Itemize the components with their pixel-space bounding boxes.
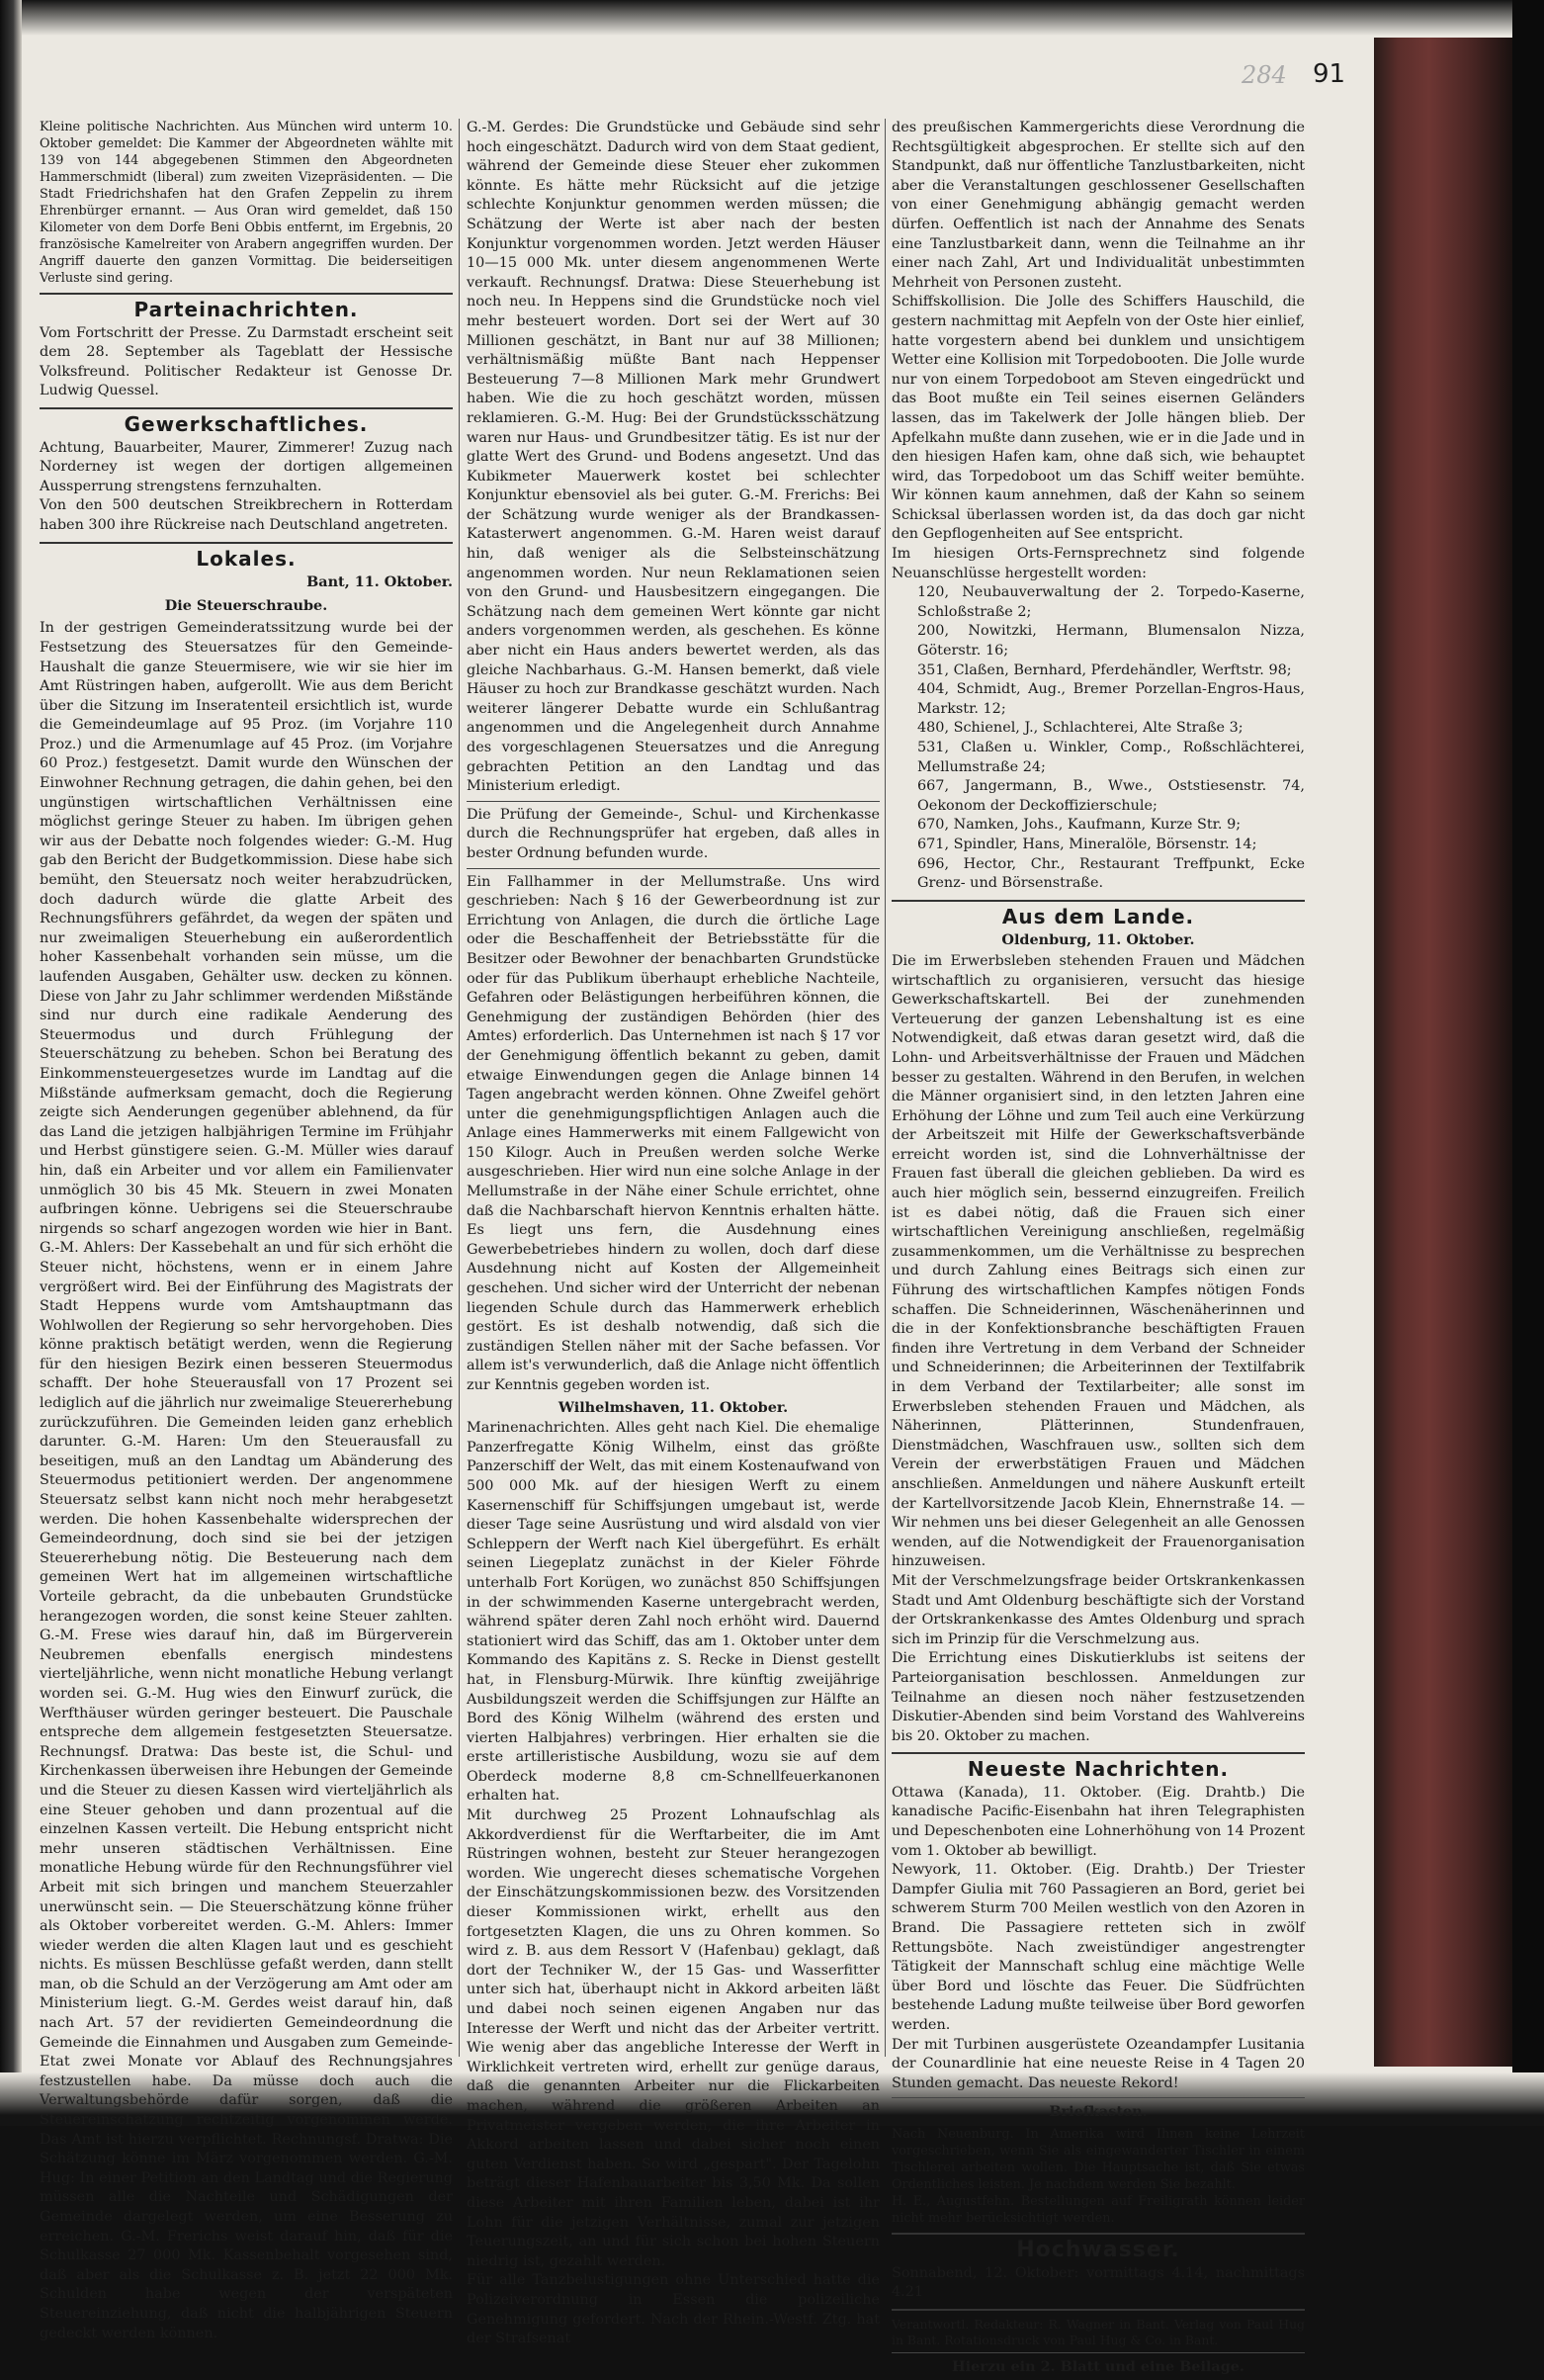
divider xyxy=(892,2352,1305,2353)
high-water-times: Sonnabend, 12. Oktober: vormittags 4.14, nachmittags 4.21 xyxy=(892,2264,1305,2301)
health-insurance-merger: Mit der Verschmelzungsfrage beider Ortskrankenkassen Stadt und Amt Oldenburg beschäftigte sich der Vorstand der Ortskrankenkasse des Amtes Oldenburg und sprach sich im Prinzip für die Verschmelzung aus. xyxy=(892,1572,1305,1647)
column-1 xyxy=(40,119,453,2343)
divider xyxy=(467,801,880,802)
local-heading: Lokales. xyxy=(196,546,297,571)
divider xyxy=(40,542,453,544)
divider xyxy=(40,407,453,409)
scan-left-edge xyxy=(0,0,22,2126)
party-news-text: Vom Fortschritt der Presse. Zu Darmstadt erscheint seit dem 28. September als Tageblatt der Hessische Volksfreund. Politischer Redakteur ist Genosse Dr. Ludwig Quessel. xyxy=(40,324,453,399)
list-item: 667, Jangermann, B., Wwe., Oststiesenstr. 74, Oekonom der Deckoffizierschule; xyxy=(917,778,1305,814)
divider xyxy=(892,2309,1305,2311)
letterbox-heading: Briefkasten. xyxy=(1049,2103,1148,2121)
news-lusitania: Der mit Turbinen ausgerüstete Ozeandampfer Lusitania der Counardlinie hat eine neueste Reise in 4 Tagen 20 Stunden gemacht. Das neueste Rekord! xyxy=(892,2036,1305,2091)
wage-surcharge-article: Mit durchweg 25 Prozent Lohnaufschlag als Akkordverdienst für die Werftarbeiter, die im Amt Rüstringen wohnen, besteht zur Steuer herangezogen worden. Wie ungerecht dieses schematische Vorgehen der Einschätzungskommissionen bezw. des Vorsitzenden dieser Kommissionen wirkt, erhellt aus den fortgesetzten Klagen, die uns zu Ohren kommen. So wird z. B. aus dem Ressort V (Hafenbau) geklagt, daß dort der Techniker W., der 15 Gas- und Wasserfitter unter sich hat, überhaupt nicht in Akkord arbeiten läßt und dabei noch seinen eigenen Angaben nur das Interesse der Werft und nicht das der Arbeiter vertritt. Wie wenig aber das angebliche Interesse der Werft in Wirklichkeit vertreten wird, erhellt zur genüge daraus, daß die genannten Arbeiter nur die Flickarbeiten machen, während die größeren Arbeiten an Privatmeister vergeben werden, die ihre Arbeiter in Akkord arbeiten lassen und dabei sicher noch einen guten Verdienst haben. So wird „gespart". Der Tagelohn beträgt dieser Hafenbauarbeiter bis 3,50 Mk. Da sollen diese Arbeiter mit ihren Familien leben, dabei ist ihr Lohn für die jetzigen Verhältnisse, zumal zur jetzigen Teuerungszeit, an und für sich schon bei hohen Steuern niedrig ist, gezahlt werden. xyxy=(467,1807,880,2269)
list-item: 351, Claßen, Bernhard, Pferdehändler, Werftstr. 98; xyxy=(917,661,1292,678)
list-item: 696, Hector, Chr., Restaurant Treffpunkt, Ecke Grenz- und Börsenstraße. xyxy=(917,855,1305,892)
union-text-1: Achtung, Bauarbeiter, Maurer, Zimmerer! Zuzug nach Norderney ist wegen der dortigen allgemeinen Aussperrung strengstens fernzuhalten. xyxy=(40,439,453,494)
union-text-2: Von den 500 deutschen Streikbrechern in Rotterdam haben 300 ihre Rückreise nach Deutschland angetreten. xyxy=(40,497,453,533)
tax-article-heading: Die Steuerschraube. xyxy=(164,596,328,614)
column-2 xyxy=(467,119,880,2349)
page-number: 91 xyxy=(1313,59,1346,89)
local-dateline: Bant, 11. Oktober. xyxy=(306,573,453,591)
drop-hammer-article: Ein Fallhammer in der Mellumstraße. Uns wird geschrieben: Nach § 16 der Gewerbeordnung ist zur Errichtung von Anlagen, die durch die örtliche Lage oder die Beschaffenheit der Betriebsstätte für die Besitzer oder Bewohner der benachbarten Grundstücke oder für das Publikum überhaupt erhebliche Nachteile, Gefahren oder Belästigungen herbeiführen können, die Genehmigung der zuständigen Behörden (hier des Amtes) erforderlich. Das Unternehmen ist nach § 17 vor der Genehmigung öffentlich bekannt zu geben, damit etwaige Einwendungen gegen die Anlage binnen 14 Tagen angebracht werden können. Ohne Zweifel gehört unter die genehmigungspflichtigen Anlagen auch die Anlage eines Hammerwerks mit einem Fallgewicht von 150 Kilogr. Auch in Preußen werden solche Werke ausgeschrieben. Hier wird nun eine solche Anlage in der Mellumstraße in der Nähe einer Schule errichtet, ohne daß die Nachbarschaft hiervon Kenntnis erhalten hätte. Es liegt uns fern, die Ausdehnung eines Gewerbebetriebes hindern zu wollen, doch darf diese Ausdehnung nicht auf Kosten der Allgemeinheit geschehen. Und sicher wird der Unterricht der nebenan liegenden Schule durch das Hammerwerk erheblich gestört. Es ist deshalb notwendig, daß sich die zuständigen Stellen näher mit der Sache befassen. Vor allem ist's verwunderlich, daß die Anlage nicht öffentlich zur Kenntnis gegeben worden ist. xyxy=(467,873,880,1393)
latest-news-heading: Neueste Nachrichten. xyxy=(967,1757,1230,1782)
scan-right-edge xyxy=(1512,0,1544,2126)
supplement-notice: Hierzu ein 2. Blatt und eine Beilage. xyxy=(952,2357,1244,2375)
scan-top-edge xyxy=(0,0,1544,36)
wilhelmshaven-dateline: Wilhelmshaven, 11. Oktober. xyxy=(558,1398,789,1416)
letterbox-reply-2: H. E., Augustfehn. Bestellungen auf Freiligrath können leider nicht mehr berücksichtigt werden. xyxy=(892,2193,1305,2226)
tax-article-text: In der gestrigen Gemeinderatssitzung wurde bei der Festsetzung des Steuersatzes für den Gemeinde-Haushalt die ganze Steuermisere, wie wir sie hier im Amt Rüstringen haben, aufgerollt. Wie aus dem Bericht über die Sitzung im Inseratenteil ersichtlich ist, wurde die Gemeindeumlage auf 95 Proz. (im Vorjahre 110 Proz.) und die Armenumlage auf 45 Proz. (im Vorjahre 60 Proz.) festgesetzt. Damit wurde den Wünschen der Einwohner Rechnung getragen, die dahin gehen, bei den ungünstigen wirtschaftlichen Verhältnissen eine möglichst geringe Steuer zu haben. Im übrigen gehen wir aus der Debatte noch folgendes wieder: G.-M. Hug gab den Bericht der Budgetkommission. Diese habe sich bemüht, den Steuersatz noch weiter herabzudrücken, doch dadurch würde die glatte Arbeit des Rechnungsführers gefährdet, da wegen der späten und nur zweimaligen Steuerhebung ein außerordentlich hoher Kassenbehalt vorhanden sein müsse, um die laufenden Ausgaben, Gehälter usw. decken zu können. Diese von Jahr zu Jahr schlimmer werdenden Mißstände sind nur durch eine radikale Aenderung des Steuermodus und durch Frühlegung der Steuerschätzung zu beheben. Schon bei Beratung des Einkommensteuergesetzes wurde im Landtag auf die Mißstände aufmerksam gemacht, doch die Regierung zeigte sich Aenderungen gegenüber ablehnend, da für das Land die jetzigen halbjährigen Termine im Frühjahr und Herbst günstigere seien. G.-M. Müller wies darauf hin, daß ein Arbeiter und vor allem ein Familienvater unmöglich 30 bis 45 Mk. Steuern in zwei Monaten aufbringen könne. Uebrigens sei die Steuerschraube nirgends so scharf angezogen worden wie hier in Bant. G.-M. Ahlers: Der Kassebehalt an und für sich erhöht die Steuer nicht, höchstens, wenn er in einem Jahre vergrößert wird. Bei der Einführung des Magistrats der Stadt Heppens wurde vom Amtshauptmann das Wohlwollen der Regierung so sehr hervorgehoben. Dies könne praktisch betätigt werden, wenn die Regierung für den hiesigen Bezirk einen besseren Steuermodus schafft. Der hohe Steuerausfall von 17 Prozent sei lediglich auf die jährlich nur zweimalige Steuererhebung zurückzuführen. Die Gemeinden leiden ganz erheblich darunter. G.-M. Haren: Um den Steuerausfall zu beseitigen, muß an den Landtag um Abänderung des Steuermodus petitioniert werden. Der angenommene Steuersatz selbst kann nicht noch mehr herabgesetzt werden. Die hohen Kassenbehalte widersprechen der Gemeindeordnung, doch sind sie bei der jetzigen Steuererhebung nötig. Die Besteuerung nach dem gemeinen Wert hat im allgemeinen wirtschaftliche Vorteile gebracht, da die unbebauten Grundstücke herangezogen worden, die sonst keine Steuer zahlten. G.-M. Frese wies darauf hin, daß im Bürgerverein Neubremen ebenfalls energisch mindestens vierteljährliche, wenn nicht monatliche Hebung verlangt worden sei. G.-M. Hug wies den Einwurf zurück, die Werfthäuser würden geringer besteuert. Die Pauschale entspreche dem allgemein festgesetzten Steuersatze. Rechnungsf. Dratwa: Das beste ist, die Schul- und Kirchenkassen überweisen ihre Hebungen der Gemeinde und die Steuer zu diesen Kassen wird vierteljährlich als eine Steuer gehoben und dann prozentual auf die einzelnen Kassen verteilt. Die Hebung entspricht nicht mehr unseren städtischen Verhältnissen. Eine monatliche Hebung würde für den Rechnungsführer viel Arbeit mit sich bringen und manchem Steuerzahler unerwünscht sein. — Die Steuerschätzung könne früher als Oktober vorbereitet werden. G.-M. Ahlers: Immer wieder werden die alten Klagen laut und es geschieht nichts. Es müssen Beschlüsse gefaßt werden, dann stellt man, ob die Schuld an der Verzögerung am Amt oder am Ministerium liegt. G.-M. Gerdes weist darauf hin, daß nach Art. 57 der revidierten Gemeindeordnung die Gemeinde die Einnahmen und Ausgaben zum Gemeinde-Etat zwei Monate vor Ablauf des Rechnungsjahres festzustellen habe. Da müsse doch auch die Verwaltungsbehörde dafür sorgen, daß die Steuereinschätzung rechtzeitig vorgenommen werde. Das Amt ist hierzu verpflichtet. Rechnungsf. Dratwa: Die Schätzung könne im März vorgenommen werden. G.-M. Hug: In einer Petition an den Landtag und die Regierung müssen alle die Nachteile und Schädigungen der Gemeinde dargelegt werden, um eine Besserung zu erreichen. G.-M. Frerichs weist darauf hin, daß für die Schulkasse 27 000 Mk. Kassenbehalt vorgesehen sind, daß aber als die Schulkasse z. B. jetzt 22 000 Mk. Schulden habe wegen der verspäteten Steuereinziehung, daß nicht die halbjährigen Steuern gedeckt werden können. xyxy=(40,620,454,2341)
list-item: 531, Claßen u. Winkler, Comp., Roßschlächterei, Mellumstraße 24; xyxy=(917,740,1305,775)
news-ottawa: Ottawa (Kanada), 11. Oktober. (Eig. Drahtb.) Die kanadische Pacific-Eisenbahn hat ihren Telegraphisten und Depeschenboten eine Lohnerhöhung von 14 Prozent vom 1. Oktober ab bewilligt. xyxy=(892,1784,1305,1859)
party-news-heading: Parteinachrichten. xyxy=(133,298,359,321)
divider xyxy=(467,868,880,869)
telephone-intro: Im hiesigen Orts-Fernsprechnetz sind folgende Neuanschlüsse hergestellt worden: xyxy=(892,546,1305,581)
oldenburg-dateline: Oldenburg, 11. Oktober. xyxy=(1001,931,1195,949)
audit-notice: Die Prüfung der Gemeinde-, Schul- und Kirchenkasse durch die Rechnungsprüfer hat ergeben, daß alles in bester Ordnung befunden wurde. xyxy=(467,806,880,861)
list-item: 120, Neubauverwaltung der 2. Torpedo-Kaserne, Schloßstraße 2; xyxy=(917,584,1305,620)
divider xyxy=(892,2233,1305,2235)
divider xyxy=(892,1752,1305,1754)
letterbox-reply-1: Nach Neuenburg. In Amerika wird Ihnen keine Lehrzeit vorgeschrieben, wenn Sie als eingewanderter Tischler in einem Tischlerei arbeiten wollen. Die Hauptsache ist, daß Sie etwas Ordentliches leisten. Je nachdem werden Sie bezahlt. xyxy=(892,2126,1305,2192)
telephone-list xyxy=(892,583,1305,894)
book-binding xyxy=(1374,38,1512,2067)
column-rule xyxy=(885,119,886,2057)
women-organizing-article: Die im Erwerbsleben stehenden Frauen und Mädchen wirtschaftlich zu organisieren, versucht das hiesige Gewerkschaftskartell. Bei der zunehmenden Verteuerung der ganzen Lebenshaltung ist es eine Notwendigkeit, daß etwas daran gesetzt wird, daß die Lohn- und Arbeitsverhältnisse der Frauen und Mädchen besser zu gestalten. Während in den Berufen, in welchen die Männer organisiert sind, in den letzten Jahren eine Erhöhung der Löhne und zum Teil auch eine Verkürzung der Arbeitszeit mit Hilfe der Gewerkschaftsverbände erreicht worden ist, sind die Lohnverhältnisse der Frauen fast überall die gleichen geblieben. Da wird es auch hier möglich sein, bessernd einzugreifen. Freilich ist es dabei nötig, daß die Frauen sich einer wirtschaftlichen Vereinigung anschließen, regelmäßig zusammenkommen, um die Verhältnisse zu besprechen und durch Zahlung eines Beitrags sich einen zur Führung des wirtschaftlichen Kampfes nötigen Fonds schaffen. Die Schneiderinnen, Wäschenäherinnen und die in der Konfektionsbranche beschäftigten Frauen finden ihre Vertretung in dem Verband der Schneider und Schneiderinnen; die Arbeiterinnen der Textilfabrik in dem Verband der Textilarbeiter; alle sonst im Erwerbsleben stehenden Frauen und Mädchen, als Näherinnen, Plätterinnen, Stundenfrauen, Dienstmädchen, Waschfrauen usw., sollten sich dem Verein der erwerbstätigen Frauen und Mädchen anschließen. Anmeldungen und nähere Auskunft erteilt der Kartellvorsitzende Jacob Klein, Ehnernstraße 14. — Wir nehmen uns bei dieser Gelegenheit an alle Genossen wenden, auf die Notwendigkeit der Frauenorganisation hinzuweisen. xyxy=(892,952,1305,1570)
news-newyork: Newyork, 11. Oktober. (Eig. Drahtb.) Der Triester Dampfer Giulia mit 760 Passagieren an Bord, geriet bei schwerem Sturm 700 Meilen westlich von den Azoren in Brand. Die Passagiere retteten sich in zwölf Rettungsböte. Nach zweistündiger angestrengter Tätigkeit der Mannschaft schlug eine mächtige Welle über Bord und löschte das Feuer. Die Südfrüchten bestehende Ladung mußte teilweise über Bord geworfen werden. xyxy=(892,1862,1305,2033)
divider xyxy=(892,900,1305,902)
short-political-news: Kleine politische Nachrichten. Aus München wird unterm 10. Oktober gemeldet: Die Kammer der Abgeordneten wählte mit 139 von 144 abgegebenen Stimmen den Abgeordneten Hammerschmidt (liberal) zum zweiten Vizepräsidenten. — Die Stadt Friedrichshafen hat den Grafen Zeppelin zu ihrem Ehrenbürger ernannt. — Aus Oran wird gemeldet, daß 150 Kilometer von dem Dorfe Beni Obbis entfernt, im Ergebnis, 20 französische Kamelreiter von Arabern angegriffen wurden. Der Angriff dauerte den ganzen Vormittag. Die beiderseitigen Verluste sind gering. xyxy=(40,120,453,286)
list-item: 200, Nowitzki, Hermann, Blumensalon Nizza, Göterstr. 16; xyxy=(917,623,1305,660)
regional-heading: Aus dem Lande. xyxy=(1001,904,1195,928)
discussion-club-notice: Die Errichtung eines Diskutierklubs ist seitens der Parteiorganisation beschlossen. Anmeldungen zur Teilnahme an diesen noch näher festzusetzenden Diskutier-Abenden sind beim Vorstand des Wahlvereins bis 20. Oktober zu machen. xyxy=(892,1650,1305,1744)
divider xyxy=(40,293,453,295)
imprint: Verantwortl. Redakteur: R. Wagner in Bant. Verlag von Paul Hug in Bant. Rotationsdruck von Paul Hug & Co. in Bant. xyxy=(892,2316,1305,2347)
ship-collision-article: Schiffskollision. Die Jolle des Schiffers Hauschild, die gestern nachmittag mit Aepfeln von der Oste hier einlief, hatte vorgestern abend bei dunklem und unsichtigem Wetter eine Kollision mit Torpedobooten. Die Jolle wurde nur von einem Torpedoboot am Steven eingedrückt und das Boot mußte ein Teil seines eisernen Geländers lassen, das im Takelwerk der Jolle hängen blieb. Der Apfelkahn mußte dann zusehen, wie er in die Jade und in den hiesigen Hafen kam, ohne daß sich, wie behauptet wird, das Torpedoboot um das Schiff weiter bemühte. Wir können kaum annehmen, daß der Kahn so seinem Schicksal überlassen worden ist, da das doch gar nicht den Gepflogenheiten auf See entspricht. xyxy=(892,294,1305,543)
union-heading: Gewerkschaftliches. xyxy=(124,411,369,436)
high-water-heading: Hochwasser. xyxy=(1016,2237,1180,2262)
council-debate-text: G.-M. Gerdes: Die Grundstücke und Gebäude sind sehr hoch eingeschätzt. Dadurch wird von dem Staat gedient, während der Gemeinde diese Steuer eher zukommen könnte. Es hätte mehr Rücksicht auf die jetzige schlechte Konjunktur genommen werden müssen; die Schätzung der Werte ist aber nach der besten Konjunktur vorgenommen worden. Jetzt werden Häuser 10—15 000 Mk. unter diesem angenommenen Werte verkauft. Rechnungsf. Dratwa: Diese Steuerhebung ist noch neu. In Heppens sind die Grundstücke noch viel mehr besteuert worden. Dort sei der Wert auf 30 Millionen geschätzt, in Bant nur auf 38 Millionen; verhältnismäßig müßte Bant nach Heppenser Besteuerung 7—8 Millionen Mark mehr Grundwert haben. Wie die zu hoch geschätzt worden, müssen reklamieren. G.-M. Hug: Bei der Grundstücksschätzung waren nur Haus- und Grundbesitzer tätig. Es ist nur der glatte Wert des Grund- und Bodens angesetzt. Und das Kubikmeter Mauerwerk kostet bei schlechter Konjunktur ebensoviel als bei guter. G.-M. Frerichs: Bei der Schätzung wurde weniger als der Brandkassen-Katasterwert angenommen. G.-M. Haren weist darauf hin, daß weniger als die Selbsteinschätzung angenommen worden. Nur neun Reklamationen seien von den Grund- und Hausbesitzern eingegangen. Die Schätzung nach dem gemeinen Wert könnte gar nicht anders vorgenommen werden, als geschehen. Es könne aber nicht ein Haus anders bewertet werden, als das gleiche Nachbarhaus. G.-M. Hansen bemerkt, daß viele Häuser zu hoch zur Brandkasse geschätzt wurden. Nach weiterer längerer Debatte wurde ein Schlußantrag angenommen und die Angelegenheit durch Annahme des vorgeschlagenen Steuersatzes und die Anregung gebrachten Petition an den Landtag und das Ministerium erledigt. xyxy=(467,120,880,795)
column-rule xyxy=(459,119,460,2057)
pencil-mark: 284 xyxy=(1242,61,1287,89)
court-ruling-text: des preußischen Kammergerichts diese Verordnung die Rechtsgültigkeit abgesprochen. Er stellte sich auf den Standpunkt, daß nur öffentliche Tanzlustbarkeiten, nicht aber die Veranstaltungen geschlossener Gesellschaften von einer Genehmigung abhängig gemacht werden dürfen. Oeffentlich ist nach der Annahme des Senats eine Tanzlustbarkeit dann, wenn die Teilnahme an ihr einer nach Zahl, Art und Individualität unbestimmten Mehrheit von Personen zusteht. xyxy=(892,120,1305,291)
divider xyxy=(892,2097,1305,2098)
list-item: 404, Schmidt, Aug., Bremer Porzellan-Engros-Haus, Markstr. 12; xyxy=(917,681,1305,717)
list-item: 480, Schienel, J., Schlachterei, Alte Straße 3; xyxy=(917,720,1244,737)
navy-news-article: Marinenachrichten. Alles geht nach Kiel. Die ehemalige Panzerfregatte König Wilhelm, einst das größte Panzerschiff der Welt, das mit einem Kostenaufwand von 500 000 Mk. auf der hiesigen Werft zu einem Kasernenschiff für Schiffsjungen umgebaut ist, werde dieser Tage seine Ausrüstung und wird alsdald von vier Schleppern der Werft nach Kiel übergeführt. Es erhält seinen Liegeplatz zunächst in der Kieler Föhrde unterhalb Fort Korügen, wo zunächst 850 Schiffsjungen in der schwimmenden Kaserne untergebracht werden, während später deren Zahl noch erhöht wird. Dauernd stationiert wird das Schiff, das am 1. Oktober unter dem Kommando des Kapitäns z. S. Recke in Dienst gestellt hat, in Flensburg-Mürwik. Ihre künftig zweijährige Ausbildungszeit werden die Schiffsjungen zur Hälfte an Bord des König Wilhelm (während des ersten und vierten Halbjahres) verbringen. Hier erhalten sie die erste artilleristische Ausbildung, wozu sie auf dem Oberdeck moderne 8,8 cm-Schnellfeuerkanonen erhalten hat. xyxy=(467,1420,880,1805)
dance-regulation-article: Für alle Tanzbelustigungen ohne Unterschied hatte die Polizeiverordnung in Essen die polizeiliche Genehmigung gefordert. Nach der Rhein.-Westf. Ztg. hat der Strafsenat xyxy=(467,2272,880,2347)
column-3 xyxy=(892,119,1305,2380)
list-item: 670, Namken, Johs., Kaufmann, Kurze Str. 9; xyxy=(917,817,1242,834)
list-item: 671, Spindler, Hans, Mineralöle, Börsenstr. 14; xyxy=(917,836,1257,852)
